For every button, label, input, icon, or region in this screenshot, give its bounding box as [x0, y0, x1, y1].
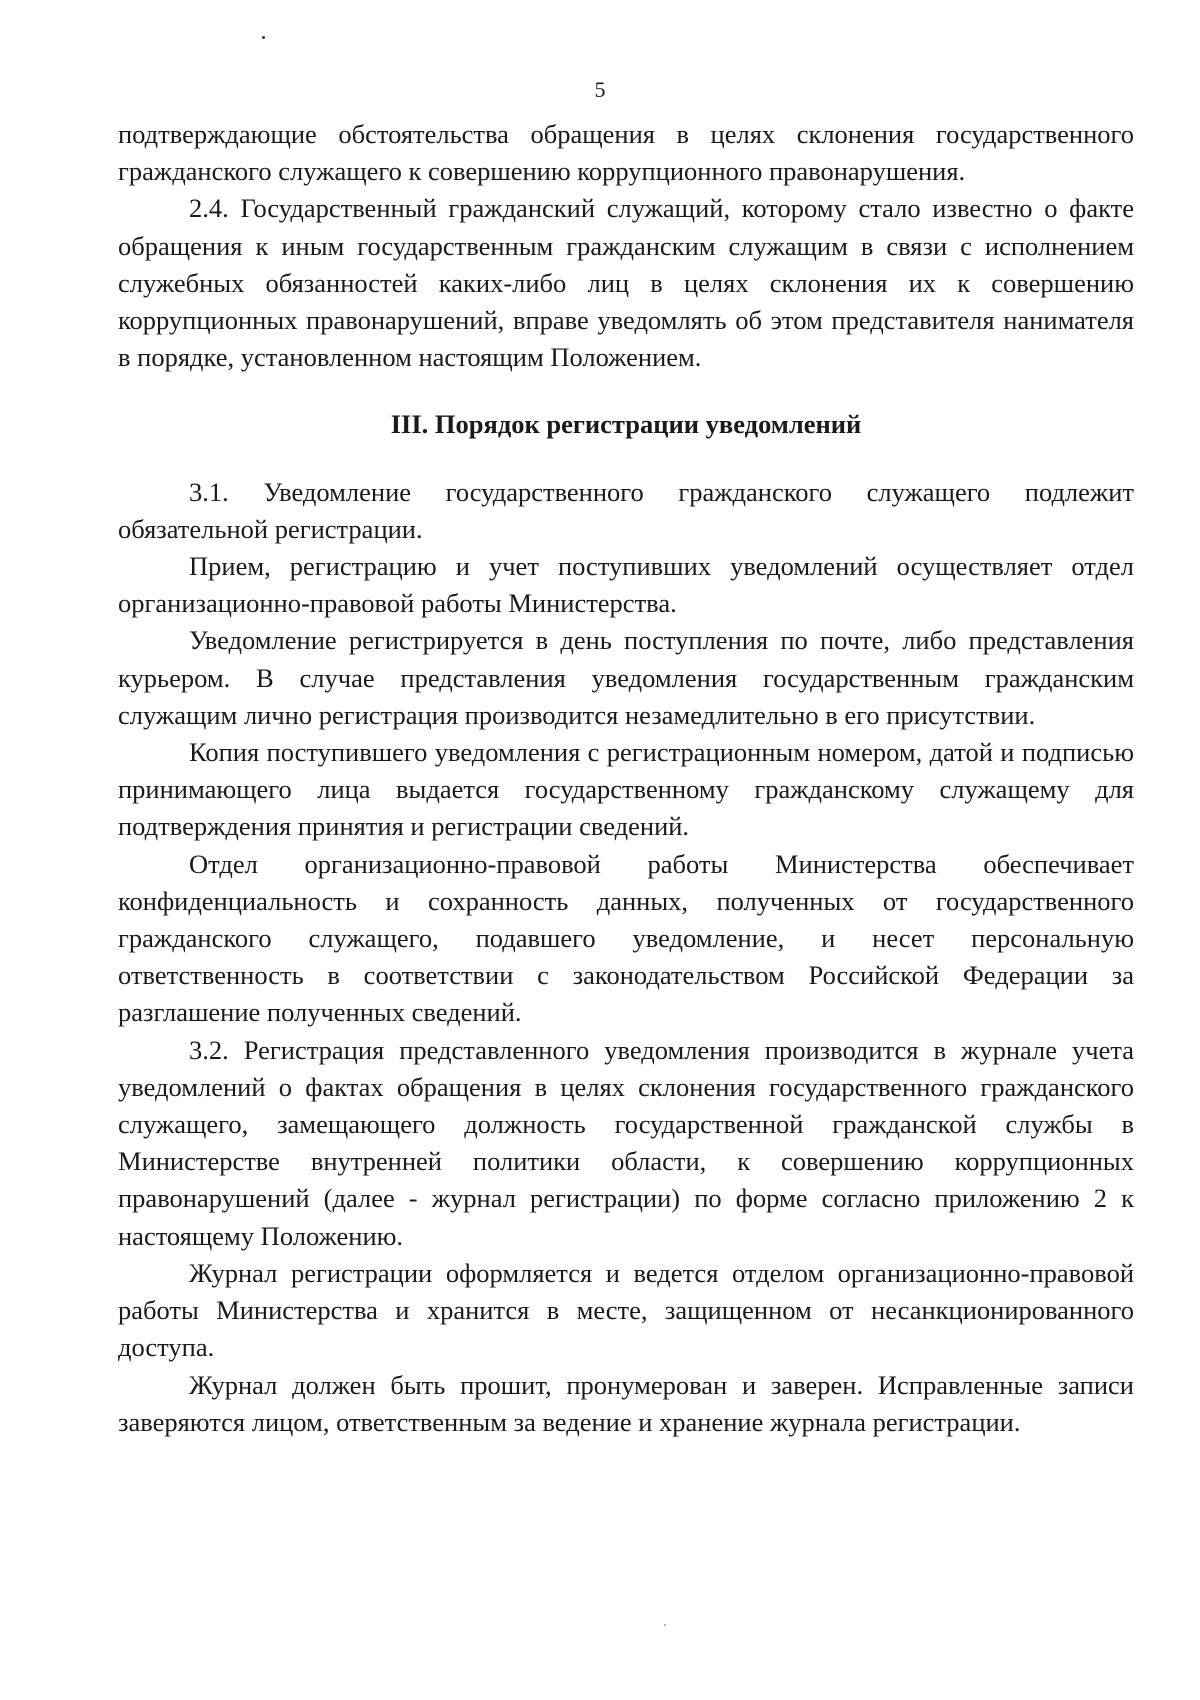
paragraph-3-1: 3.1. Уведомление государственного гражданского служащего подлежит обязательной регистрации.: [118, 476, 1134, 544]
paragraph-confidentiality: Отдел организационно-правовой работы Министерства обеспечивает конфиденциальность и сохранность данных, полученных от государственного гражданского служащего, подавшего уведомление, и несет персональную ответственность в соответствии с законодательством Российской Федерации за разглашение полученных сведений.: [118, 848, 1134, 1028]
section-heading: III. Порядок регистрации уведомлений: [390, 409, 862, 440]
paragraph-journal-binding: Журнал должен быть прошит, пронумерован и заверен. Исправленные записи заверяются лицом, ответственным за ведение и хранение журнала регистрации.: [118, 1369, 1134, 1437]
paragraph-registration-day: Уведомление регистрируется в день поступления по почте, либо представления курьером. В случае представления уведомления государственным гражданским служащим лично регистрация производится незамедлительно в его присутствии.: [118, 625, 1134, 730]
scan-speck: [262, 36, 265, 39]
scan-speck: [664, 1624, 666, 1626]
paragraph-reception: Прием, регистрацию и учет поступивших уведомлений осуществляет отдел организационно-правовой работы Министерства.: [118, 551, 1134, 619]
paragraph-journal-keeping: Журнал регистрации оформляется и ведется отделом организационно-правовой работы Министерства и хранится в месте, защищенном от несанкционированного доступа.: [118, 1257, 1134, 1363]
paragraph-copy: Копия поступившего уведомления с регистрационным номером, датой и подписью принимающего лица выдается государственному гражданскому служащему для подтверждения принятия и регистрации сведений.: [118, 737, 1134, 842]
document-body: [118, 116, 1134, 1441]
paragraph-2-4: 2.4. Государственный гражданский служащий, которому стало известно о факте обращения к иным государственным гражданским служащим в связи с исполнением служебных обязанностей каких-либо лиц в целях склонения их к совершению коррупционных правонарушений, вправе уведомлять об этом представителя нанимателя в порядке, установленном настоящим Положением.: [118, 193, 1134, 373]
page-number: 5: [594, 77, 606, 102]
paragraph-3-2: 3.2. Регистрация представленного уведомления производится в журнале учета уведомлений о фактах обращения в целях склонения государственного гражданского служащего, замещающего должность государственной гражданской службы в Министерстве внутренней политики области, к совершению коррупционных правонарушений (далее - журнал регистрации) по форме согласно приложению 2 к настоящему Положению.: [118, 1034, 1134, 1251]
paragraph-continuation: подтверждающие обстоятельства обращения в целях склонения государственного гражданского служащего к совершению коррупционного правонарушения.: [118, 119, 1134, 187]
